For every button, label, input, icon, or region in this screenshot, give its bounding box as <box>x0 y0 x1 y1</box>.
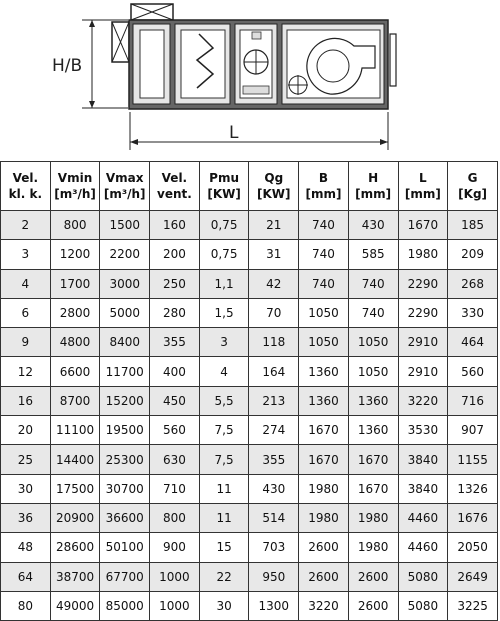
table-cell: 464 <box>448 328 498 357</box>
column-header <box>249 162 299 211</box>
table-cell: 355 <box>249 445 299 474</box>
table-cell: 1670 <box>398 211 448 240</box>
table-cell: 2910 <box>398 328 448 357</box>
table-cell: 1050 <box>348 328 398 357</box>
table-cell: 2600 <box>299 533 349 562</box>
column-header-line: Pmu <box>209 171 240 185</box>
table-header-row <box>1 162 498 211</box>
table-cell: 50100 <box>100 533 150 562</box>
height-arrow-top <box>89 20 95 27</box>
table-cell: 7,5 <box>199 416 249 445</box>
table-row <box>1 503 498 532</box>
unit-diagram <box>0 0 500 160</box>
table-cell: 1,1 <box>199 269 249 298</box>
table-cell: 160 <box>150 211 200 240</box>
table-row <box>1 269 498 298</box>
table-cell: 1980 <box>398 240 448 269</box>
column-header-line: G <box>467 171 478 185</box>
table-cell: 3225 <box>448 591 498 620</box>
column-header-line: [m³/h] <box>54 187 96 201</box>
table-cell: 2649 <box>448 562 498 591</box>
table-cell: 20900 <box>50 503 100 532</box>
column-header-line: kl. k. <box>8 187 43 201</box>
column-header-line: Vmax <box>105 171 144 185</box>
table-cell: 17500 <box>50 474 100 503</box>
table-cell: 800 <box>50 211 100 240</box>
table-cell: 14400 <box>50 445 100 474</box>
table-cell: 710 <box>150 474 200 503</box>
table-cell: 355 <box>150 328 200 357</box>
table-cell: 36600 <box>100 503 150 532</box>
column-header <box>348 162 398 211</box>
table-cell: 2800 <box>50 298 100 327</box>
table-cell: 213 <box>249 386 299 415</box>
column-header-line: [mm] <box>404 187 441 201</box>
table-cell: 900 <box>150 533 200 562</box>
table-cell: 3840 <box>398 445 448 474</box>
table-cell: 3840 <box>398 474 448 503</box>
table-cell: 740 <box>348 298 398 327</box>
table-cell: 6600 <box>50 357 100 386</box>
table-cell: 5080 <box>398 562 448 591</box>
table-cell: 209 <box>448 240 498 269</box>
table-cell: 1980 <box>348 503 398 532</box>
table-cell: 25 <box>1 445 51 474</box>
table-cell: 1,5 <box>199 298 249 327</box>
table-cell: 274 <box>249 416 299 445</box>
table-cell: 280 <box>150 298 200 327</box>
table-cell: 1360 <box>299 357 349 386</box>
table-cell: 31 <box>249 240 299 269</box>
table-cell: 3 <box>199 328 249 357</box>
column-header <box>448 162 498 211</box>
column-header-line: L <box>419 171 427 185</box>
table-cell: 1300 <box>249 591 299 620</box>
table-cell: 2200 <box>100 240 150 269</box>
table-cell: 5080 <box>398 591 448 620</box>
table-cell: 450 <box>150 386 200 415</box>
column-header <box>1 162 51 211</box>
table-cell: 30700 <box>100 474 150 503</box>
table-cell: 1980 <box>299 503 349 532</box>
table-cell: 70 <box>249 298 299 327</box>
table-cell: 200 <box>150 240 200 269</box>
table-cell: 8400 <box>100 328 150 357</box>
table-body <box>1 211 498 621</box>
table-row <box>1 533 498 562</box>
table-cell: 1360 <box>348 416 398 445</box>
column-header <box>100 162 150 211</box>
table-cell: 38700 <box>50 562 100 591</box>
table-row <box>1 240 498 269</box>
table-row <box>1 211 498 240</box>
column-header-line: Vmin <box>57 171 93 185</box>
table-cell: 1000 <box>150 562 200 591</box>
table-cell: 118 <box>249 328 299 357</box>
table-cell: 21 <box>249 211 299 240</box>
table-cell: 400 <box>150 357 200 386</box>
table-cell: 716 <box>448 386 498 415</box>
table-cell: 2290 <box>398 269 448 298</box>
table-cell: 560 <box>448 357 498 386</box>
column-header-line: [m³/h] <box>103 187 146 201</box>
table-cell: 3220 <box>299 591 349 620</box>
table-row <box>1 416 498 445</box>
table-cell: 3 <box>1 240 51 269</box>
column-header-line: H <box>368 171 379 185</box>
length-arrow-left <box>130 139 138 145</box>
table-cell: 740 <box>299 269 349 298</box>
table-cell: 430 <box>249 474 299 503</box>
table-cell: 0,75 <box>199 211 249 240</box>
column-header-line: vent. <box>157 187 192 201</box>
table-cell: 30 <box>1 474 51 503</box>
table-cell: 4 <box>199 357 249 386</box>
table-cell: 268 <box>448 269 498 298</box>
table-cell: 4800 <box>50 328 100 357</box>
table-cell: 85000 <box>100 591 150 620</box>
table-cell: 1000 <box>150 591 200 620</box>
table-cell: 740 <box>299 240 349 269</box>
column-header <box>150 162 200 211</box>
table-cell: 740 <box>299 211 349 240</box>
column-header-line: B <box>318 171 329 185</box>
table-cell: 1155 <box>448 445 498 474</box>
table-row <box>1 445 498 474</box>
length-arrow-right <box>380 139 388 145</box>
table-cell: 15 <box>199 533 249 562</box>
table-cell: 1670 <box>348 474 398 503</box>
table-cell: 48 <box>1 533 51 562</box>
table-cell: 703 <box>249 533 299 562</box>
height-arrow-bottom <box>89 101 95 108</box>
table-cell: 16 <box>1 386 51 415</box>
table-cell: 0,75 <box>199 240 249 269</box>
table-row <box>1 298 498 327</box>
spec-table <box>0 161 498 621</box>
table-cell: 4460 <box>398 503 448 532</box>
table-cell: 1670 <box>299 445 349 474</box>
table-cell: 3530 <box>398 416 448 445</box>
table-cell: 11 <box>199 503 249 532</box>
column-header-line: Qg <box>264 171 284 185</box>
table-cell: 1326 <box>448 474 498 503</box>
table-row <box>1 357 498 386</box>
table-cell: 64 <box>1 562 51 591</box>
table-cell: 330 <box>448 298 498 327</box>
table-cell: 1670 <box>348 445 398 474</box>
table-cell: 514 <box>249 503 299 532</box>
table-cell: 11700 <box>100 357 150 386</box>
table-cell: 560 <box>150 416 200 445</box>
table-cell: 164 <box>249 357 299 386</box>
table-row <box>1 386 498 415</box>
table-cell: 1360 <box>348 386 398 415</box>
table-cell: 250 <box>150 269 200 298</box>
table-cell: 430 <box>348 211 398 240</box>
table-cell: 3000 <box>100 269 150 298</box>
column-header-line: Vel. <box>12 171 39 185</box>
table-cell: 2910 <box>398 357 448 386</box>
table-cell: 4 <box>1 269 51 298</box>
table-cell: 11 <box>199 474 249 503</box>
column-header-line: [KW] <box>257 187 291 201</box>
column-header-line: [mm] <box>305 187 342 201</box>
table-cell: 1980 <box>348 533 398 562</box>
table-cell: 28600 <box>50 533 100 562</box>
table-cell: 2 <box>1 211 51 240</box>
table-cell: 2600 <box>348 591 398 620</box>
table-cell: 1500 <box>100 211 150 240</box>
table-cell: 2600 <box>299 562 349 591</box>
table-cell: 8700 <box>50 386 100 415</box>
column-header-line: [KW] <box>207 187 241 201</box>
table-row <box>1 474 498 503</box>
table-cell: 950 <box>249 562 299 591</box>
table-cell: 907 <box>448 416 498 445</box>
table-cell: 2290 <box>398 298 448 327</box>
table-cell: 1700 <box>50 269 100 298</box>
table-cell: 5,5 <box>199 386 249 415</box>
table-row <box>1 328 498 357</box>
table-cell: 67700 <box>100 562 150 591</box>
table-cell: 49000 <box>50 591 100 620</box>
table-cell: 1050 <box>299 328 349 357</box>
table-cell: 630 <box>150 445 200 474</box>
table-cell: 800 <box>150 503 200 532</box>
table-cell: 9 <box>1 328 51 357</box>
table-cell: 36 <box>1 503 51 532</box>
table-cell: 185 <box>448 211 498 240</box>
table-cell: 22 <box>199 562 249 591</box>
column-header-line: Vel. <box>161 171 188 185</box>
column-header <box>299 162 349 211</box>
table-cell: 4460 <box>398 533 448 562</box>
table-cell: 2050 <box>448 533 498 562</box>
table-cell: 80 <box>1 591 51 620</box>
column-header-line: [mm] <box>355 187 392 201</box>
table-cell: 20 <box>1 416 51 445</box>
table-cell: 740 <box>348 269 398 298</box>
table-cell: 1980 <box>299 474 349 503</box>
column-header-line: [Kg] <box>458 187 488 201</box>
outlet-flange <box>390 34 396 86</box>
table-cell: 25300 <box>100 445 150 474</box>
table-cell: 5000 <box>100 298 150 327</box>
table-cell: 1676 <box>448 503 498 532</box>
table-cell: 2600 <box>348 562 398 591</box>
table-cell: 1200 <box>50 240 100 269</box>
column-header <box>50 162 100 211</box>
table-cell: 1050 <box>299 298 349 327</box>
table-cell: 585 <box>348 240 398 269</box>
table-cell: 1360 <box>299 386 349 415</box>
height-label: H/B <box>52 56 83 76</box>
table-row <box>1 591 498 620</box>
table-cell: 3220 <box>398 386 448 415</box>
table-cell: 30 <box>199 591 249 620</box>
table-cell: 6 <box>1 298 51 327</box>
length-label: L <box>229 123 239 143</box>
table-row <box>1 562 498 591</box>
table-cell: 42 <box>249 269 299 298</box>
table-cell: 19500 <box>100 416 150 445</box>
table-cell: 12 <box>1 357 51 386</box>
column-header <box>199 162 249 211</box>
table-cell: 1670 <box>299 416 349 445</box>
table-cell: 15200 <box>100 386 150 415</box>
table-cell: 1050 <box>348 357 398 386</box>
table-cell: 7,5 <box>199 445 249 474</box>
column-header <box>398 162 448 211</box>
table-cell: 11100 <box>50 416 100 445</box>
